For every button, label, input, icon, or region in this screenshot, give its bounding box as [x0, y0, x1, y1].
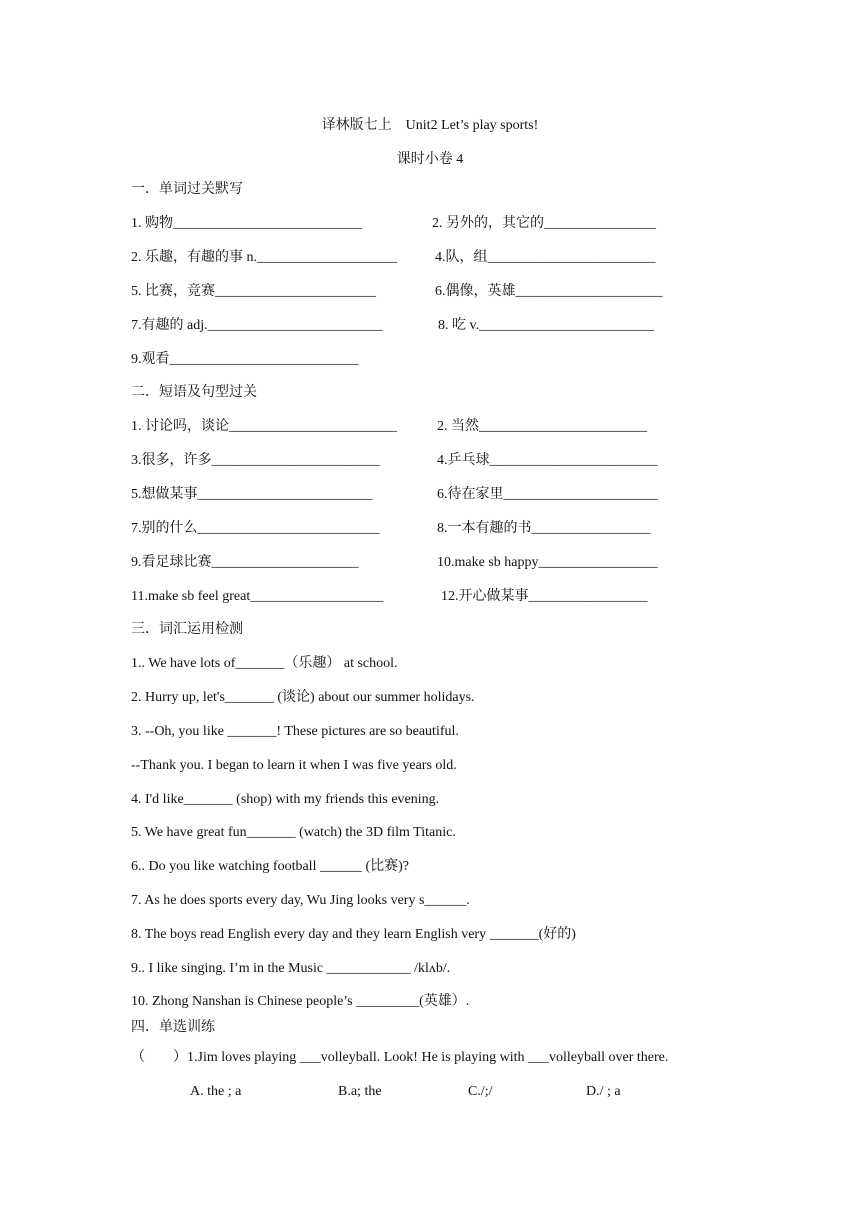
choice-option-c: C./;/: [468, 1084, 493, 1099]
phrase-item: 11.make sb feel great___________________: [131, 589, 384, 604]
phrase-item: 9.看足球比赛_____________________: [131, 555, 359, 570]
choice-option-a: A. the ; a: [190, 1084, 242, 1099]
phrase-item: 8.一本有趣的书_________________: [437, 521, 651, 536]
section-heading-3: 三．词汇运用检测: [131, 622, 243, 637]
fill-blank-item: 9.. I like singing. I’m in the Music ____________ /klʌb/.: [131, 961, 451, 976]
phrase-item: 10.make sb happy_________________: [437, 555, 658, 570]
choice-option-b: B.a; the: [338, 1084, 382, 1099]
fill-blank-item: 1.. We have lots of_______（乐趣） at school.: [131, 656, 398, 671]
fill-blank-item: 10. Zhong Nanshan is Chinese people’s _________(英雄）.: [131, 994, 470, 1009]
phrase-item: 2. 当然________________________: [437, 419, 647, 434]
phrase-item: 7.别的什么__________________________: [131, 521, 380, 536]
phrase-item: 6.待在家里______________________: [437, 487, 658, 502]
section-heading-4: 四．单选训练: [131, 1020, 215, 1035]
phrase-item: 4.乒乓球________________________: [437, 453, 658, 468]
fill-blank-item: 4. I'd like_______ (shop) with my friends this evening.: [131, 792, 440, 807]
vocab-item: 4.队，组________________________: [435, 250, 656, 265]
page-subtitle: 课时小卷 4: [396, 152, 464, 167]
vocab-item: 7.有趣的 adj._________________________: [131, 318, 383, 333]
fill-blank-item: 2. Hurry up, let's_______ (谈论) about our summer holidays.: [131, 690, 475, 705]
vocab-item: 8. 吃 v._________________________: [438, 318, 655, 333]
fill-blank-item: 6.. Do you like watching football ______ (比赛)?: [131, 859, 410, 874]
fill-blank-item: 5. We have great fun_______ (watch) the 3D film Titanic.: [131, 825, 456, 840]
phrase-item: 5.想做某事_________________________: [131, 487, 373, 502]
vocab-item: 9.观看___________________________: [131, 352, 359, 367]
fill-blank-item: --Thank you. I began to learn it when I was five years old.: [131, 758, 457, 773]
vocab-item: 2. 乐趣，有趣的事 n.____________________: [131, 250, 397, 265]
vocab-item: 2. 另外的，其它的________________: [432, 216, 656, 231]
choice-option-d: D./ ; a: [586, 1084, 621, 1099]
fill-blank-item: 7. As he does sports every day, Wu Jing looks very s______.: [131, 893, 470, 908]
vocab-item: 6.偶像，英雄_____________________: [435, 284, 663, 299]
phrase-item: 3.很多，许多________________________: [131, 453, 380, 468]
page-title: 译林版七上 Unit2 Let’s play sports!: [321, 118, 539, 133]
fill-blank-item: 3. --Oh, you like _______! These pictures are so beautiful.: [131, 724, 459, 739]
phrase-item: 12.开心做某事_________________: [441, 589, 648, 604]
section-heading-1: 一．单词过关默写: [131, 182, 243, 197]
fill-blank-item: 8. The boys read English every day and they learn English very _______(好的): [131, 927, 576, 942]
vocab-item: 5. 比赛，竞赛_______________________: [131, 284, 376, 299]
section-heading-2: 二．短语及句型过关: [131, 385, 257, 400]
phrase-item: 1. 讨论吗，谈论________________________: [131, 419, 397, 434]
choice-question: （ ）1.Jim loves playing ___volleyball. Look! He is playing with ___volleyball over there.: [131, 1050, 669, 1065]
vocab-item: 1. 购物___________________________: [131, 216, 362, 231]
